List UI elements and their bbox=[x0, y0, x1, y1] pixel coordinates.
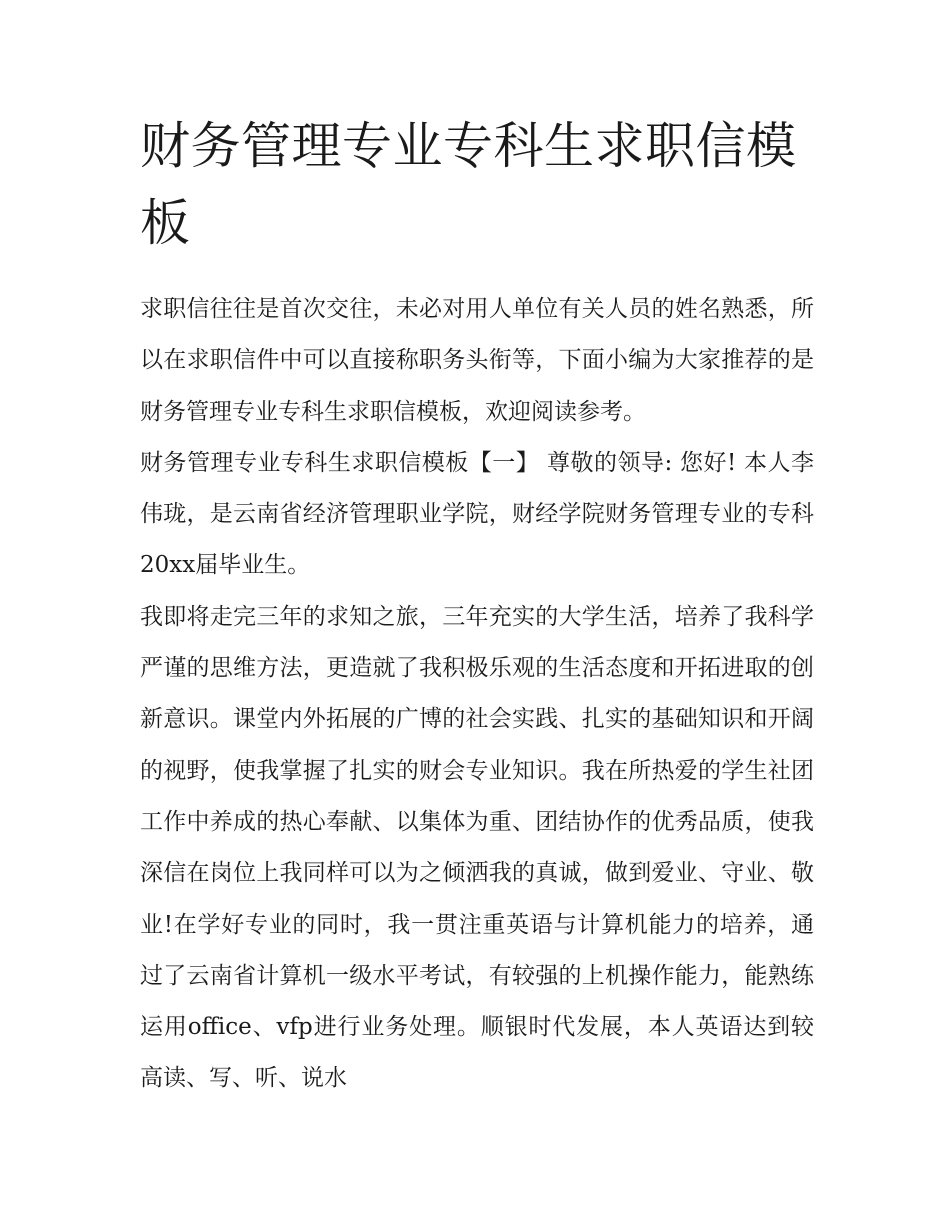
intro-paragraph: 求职信往往是首次交往，未必对用人单位有关人员的姓名熟悉，所以在求职信件中可以直接称职务头衔等，下面小编为大家推荐的是财务管理专业专科生求职信模板，欢迎阅读参考。 bbox=[140, 296, 814, 425]
document-title: 财务管理专业专科生求职信模板 bbox=[140, 117, 797, 252]
document-body bbox=[140, 108, 814, 1105]
letter-opening-paragraph: 财务管理专业专科生求职信模板【一】 尊敬的领导: 您好! 本人李伟珑，是云南省经济管理职业学院，财经学院财务管理专业的专科20xx届毕业生。 bbox=[140, 449, 814, 579]
letter-body-paragraph: 我即将走完三年的求知之旅，三年充实的大学生活，培养了我科学严谨的思维方法，更造就了我积极乐观的生活态度和开拓进取的创新意识。课堂内外拓展的广博的社会实践、扎实的基础知识和开阔的视野，使我掌握了扎实的财会专业知识。我在所热爱的学生社团工作中养成的热心奉献、以集体为重、团结协作的优秀品质，使我深信在岗位上我同样可以为之倾洒我的真诚，做到爱业、守业、敬业!在学好专业的同时，我一贯注重英语与计算机能力的培养，通过了云南省计算机一级水平考试，有较强的上机操作能力，能熟练运用office、vfp进行业务处理。顺银时代发展，本人英语达到较高读、写、听、说水 bbox=[140, 603, 814, 1092]
